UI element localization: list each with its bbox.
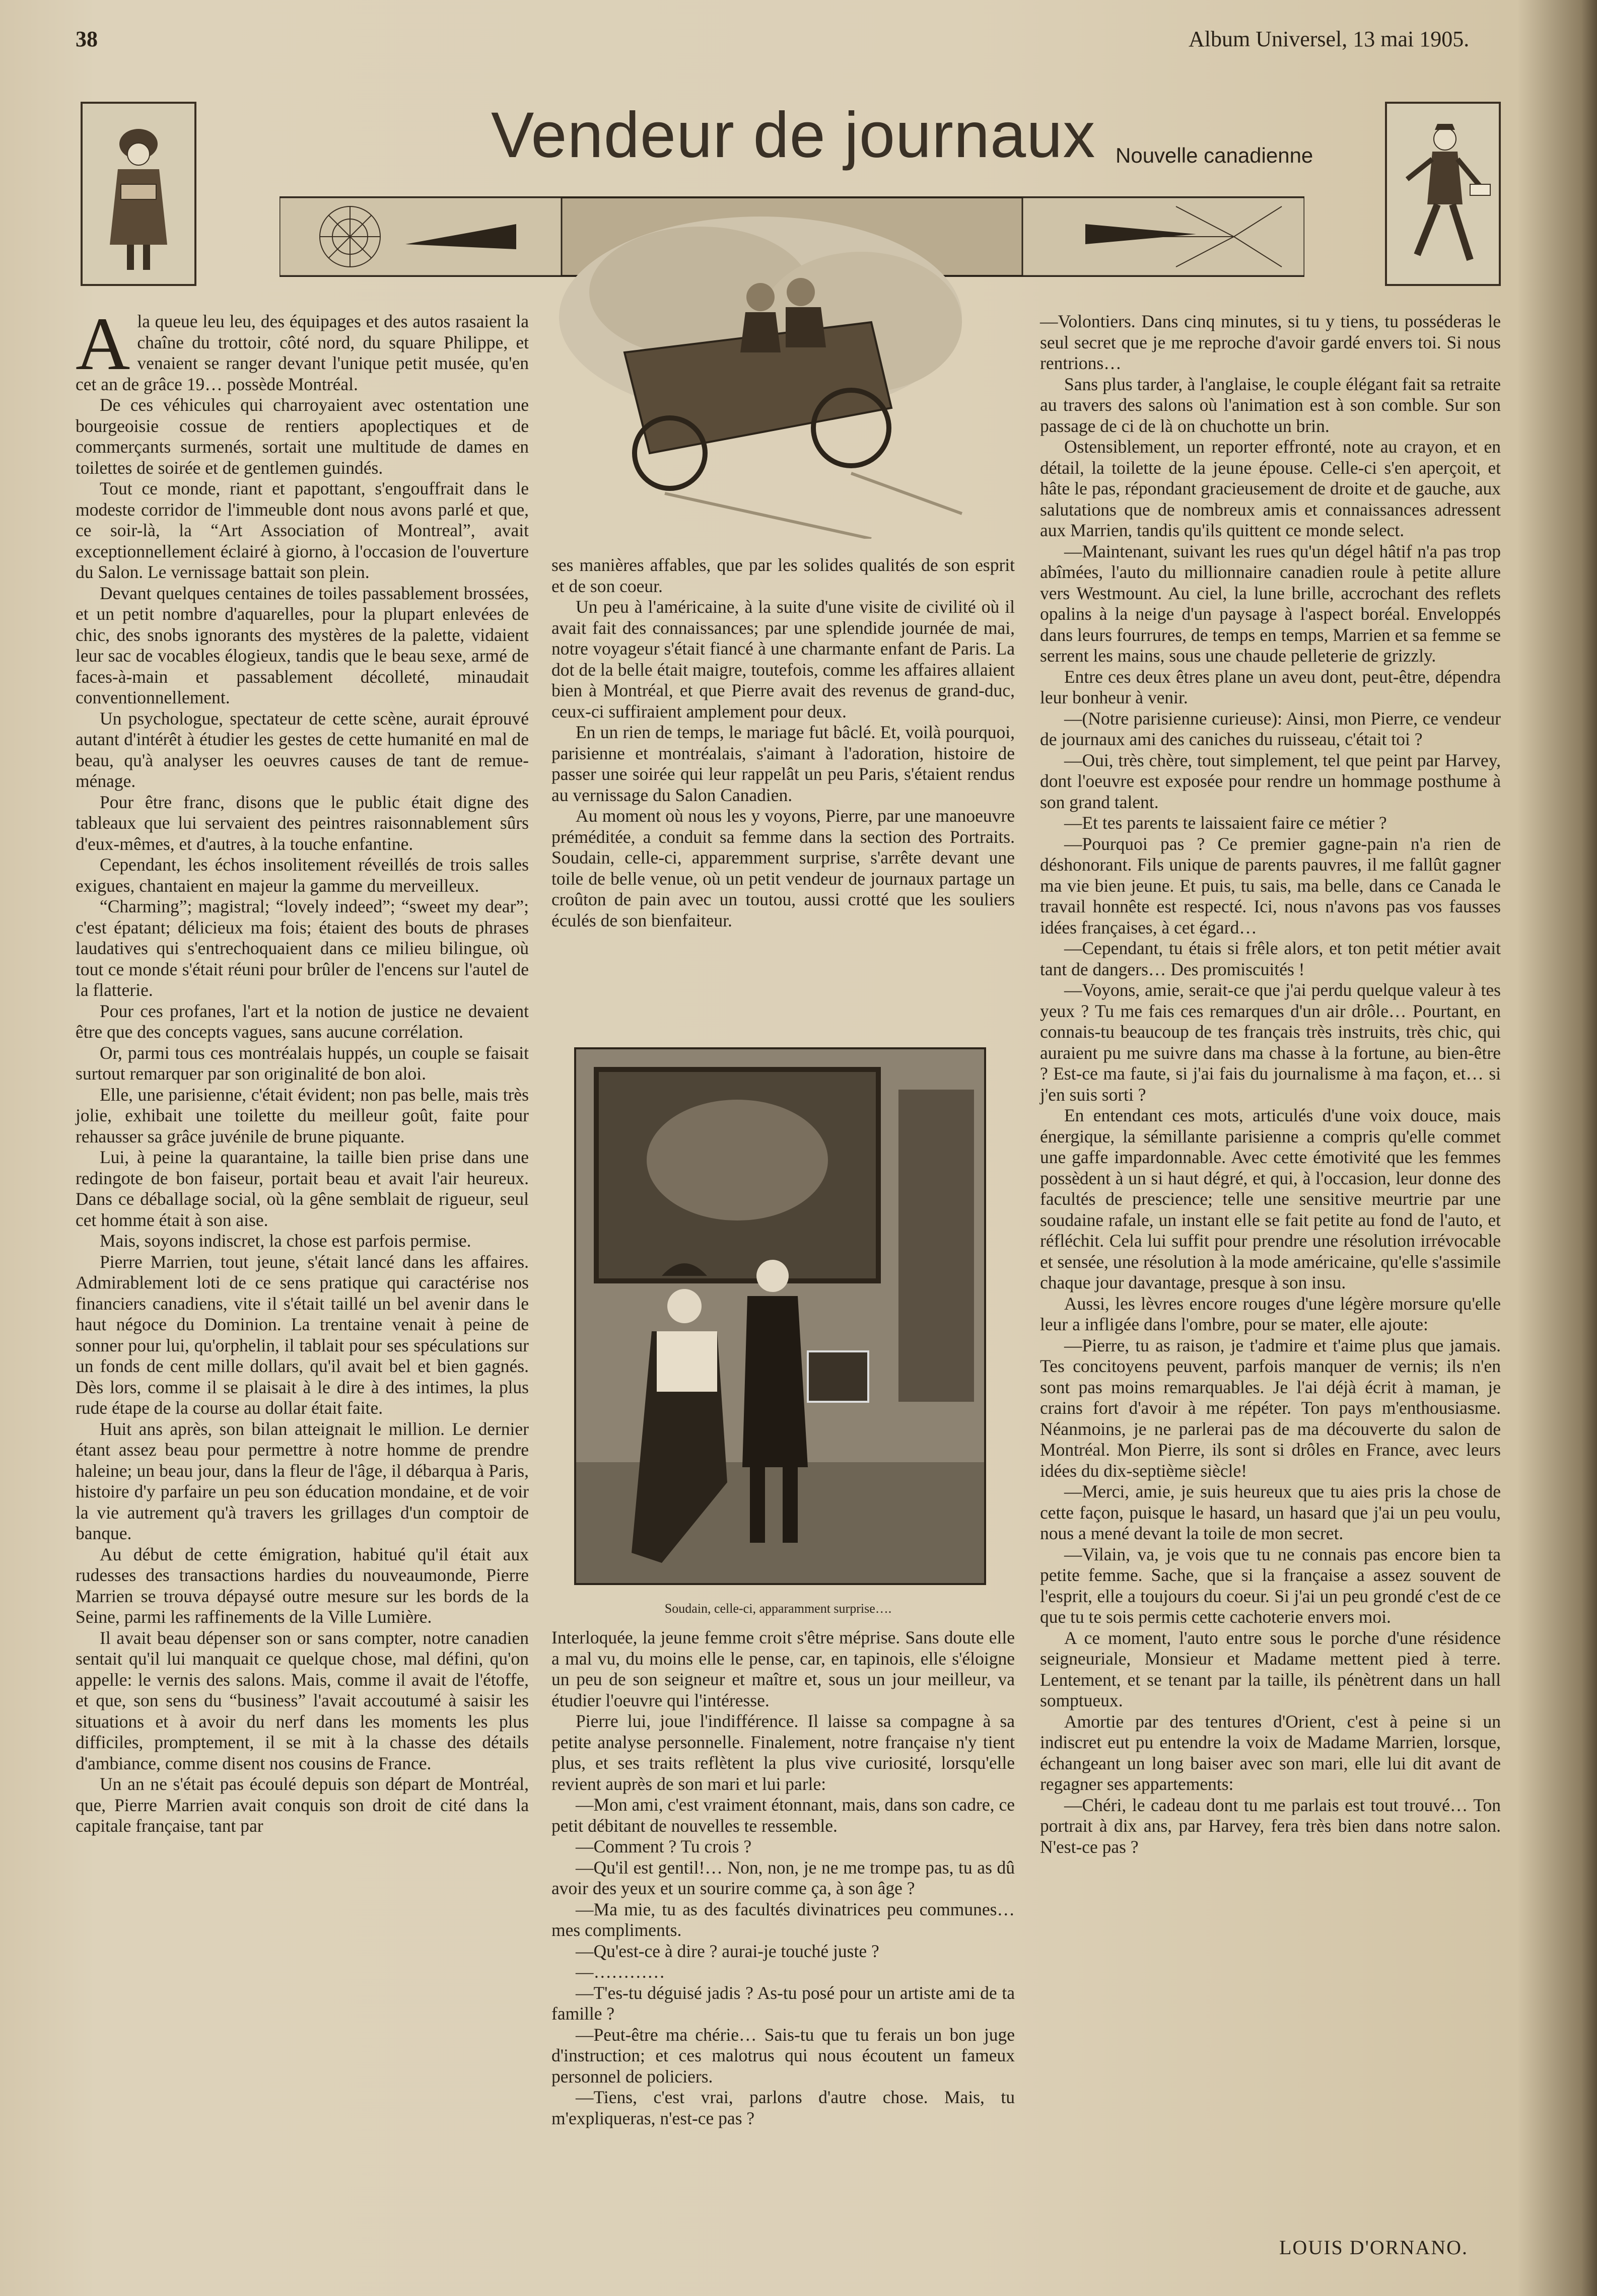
paragraph: —(Notre parisienne curieuse): Ainsi, mon Pierre, ce vendeur de journaux ami des caniches du ruisseau, c'était toi ?	[1040, 708, 1501, 749]
paragraph: —Maintenant, suivant les rues qu'un dégel hâtif n'a pas trop abîmées, l'auto du millionnaire canadien roule à petite allure vers Westmount. Au ciel, la lune brille, accrochant des reflets opalins à la neige d'un paysage à l'aspect boréal. Enveloppés dans leurs fourrures, de temps en temps, Marrien et sa femme se serrent les mains, sous une chaude pelleterie de grizzly.	[1040, 541, 1501, 666]
page-number: 38	[76, 27, 98, 51]
paragraph: Tout ce monde, riant et papottant, s'engouffrait dans le modeste corridor de l'immeuble dont nous avons parlé et que, ce soir-là, la “Art Association of Montreal”, avait exceptionnellement éclairé à giorno, à l'occasion de l'ouverture du Salon. Le vernissage battait son plein.	[76, 478, 529, 582]
paragraph: Devant quelques centaines de toiles passablement brossées, et un petit nombre d'aquarelles, pour la plupart enlevées de chic, des snobs ignorants des mystères de la palette, vidaient leur sac de vocables élogieux, tandis que le beau sexe, armé de faces-à-main et passablement décolleté, minaudait conventionnellement.	[76, 583, 529, 707]
paragraph: De ces véhicules qui charroyaient avec ostentation une bourgeoisie cossue de rentiers apoplectiques et de commerçants surmenés, sortait une multitude de dames en toilettes de soirée et de gentlemen guindés.	[76, 395, 529, 478]
text-column-1	[76, 302, 529, 1837]
paragraph: —Merci, amie, je suis heureux que tu aies pris la chose de cette façon, puisque le hasard, un hasard que j'ai un peu voulu, nous a mené devant la toile de mon secret.	[1040, 1481, 1501, 1543]
paragraph: Aussi, les lèvres encore rouges d'une légère morsure qu'elle leur a infligée dans l'ombre, pour se mater, elle ajoute:	[1040, 1293, 1501, 1334]
paragraph: Un psychologue, spectateur de cette scène, aurait éprouvé autant d'intérêt à étudier les gestes de cette humanité en mal de beau, qu'à analyser les oeuvres causes de tant de remue-ménage.	[76, 708, 529, 791]
author-signature: LOUIS D'ORNANO.	[1279, 2236, 1468, 2259]
paragraph: “Charming”; magistral; “lovely indeed”; “sweet my dear”; c'est épatant; délicieux ma fois; étaient des bouts de phrases laudatives qui s'entrechoquaient dans ce milieu bilingue, où tout ce monde s'était réuni pour brûler de l'encens sur l'autel de la flatterie.	[76, 896, 529, 1000]
paragraph: —Tiens, c'est vrai, parlons d'autre chose. Mais, tu m'expliqueras, n'est-ce pas ?	[551, 2087, 1015, 2128]
paragraph: A ce moment, l'auto entre sous le porche d'une résidence seigneuriale, Monsieur et Madame mettent pied à terre. Lentement, et se tenant par la taille, ils pénètrent dans un hall somptueux.	[1040, 1627, 1501, 1710]
paragraph: —Et tes parents te laissaient faire ce métier ?	[1064, 813, 1387, 833]
paragraph: Un an ne s'était pas écoulé depuis son départ de Montréal, que, Pierre Marrien avait conquis son droit de cité dans la capitale française, tant par	[76, 1774, 529, 1836]
paragraph: Elle, une parisienne, c'était évident; non pas belle, mais très jolie, exhibait une toilette du meilleur goût, faite pour rehausser sa grâce juvénile de brune piquante.	[76, 1084, 529, 1146]
paragraph: Pour ces profanes, l'art et la notion de justice ne devaient être que des concepts vagues, sans aucune corrélation.	[76, 1000, 529, 1042]
motorcar-illustration	[549, 191, 967, 539]
paragraph: Entre ces deux êtres plane un aveu dont, peut-être, dépendra leur bonheur à venir.	[1040, 666, 1501, 707]
paragraph: —Pourquoi pas ? Ce premier gagne-pain n'a rien de déshonorant. Fils unique de parents pauvres, il me fallût gagner ma vie bien jeune. Et puis, tu sais, ma belle, dans ce Canada le travail honnête est respecté. Ici, nous n'avons pas vos fausses idées françaises, à cet égard…	[1040, 833, 1501, 938]
paragraph: Il avait beau dépenser son or sans compter, notre canadien sentait qu'il lui manquait ce quelque chose, mal défini, qu'on appelle: le vernis des salons. Mais, comme il avait de l'étoffe, et que, son sens du “business” l'avait accoutumé à saisir les situations et à avoir du nerf dans les moments les plus difficiles, promptement, il se mit à la chasse des détails d'ambiance, comme disent nos cousins de France.	[76, 1627, 529, 1773]
paragraph: —…………	[576, 1962, 665, 1982]
text-column-2-bottom	[551, 1627, 1015, 2129]
girl-with-papers-vignette	[81, 102, 196, 286]
paragraph: Huit ans après, son bilan atteignait le million. Le dernier étant assez beau pour permettre à notre homme de prendre haleine; un beau jour, dans la fleur de l'âge, il débarqua à Paris, histoire d'y parfaire un peu son éducation mondaine, et de voir la vie autrement qu'à travers les grillages d'un comptoir de banque.	[76, 1418, 529, 1543]
paragraph: la queue leu leu, des équipages et des autos rasaient la chaîne du trottoir, côté nord, du square Philippe, et venaient se ranger devant l'unique petit musée, qu'en cet an de grâce 19… possède Montréal.	[76, 311, 529, 394]
paragraph: —Pierre, tu as raison, je t'admire et t'aime plus que jamais. Tes concitoyens peuvent, parfois manquer de vernis; ils n'en sont pas moins remarquables. Je l'ai déjà écrit à maman, je crains fort d'avoir à me répéter. Ton pays m'enthousiasme. Néanmoins, je ne parlerai pas de ma découverte du salon de Montréal. Mon Pierre, ils sont si drôles en France, avec leurs idées du dix-septième siècle!	[1040, 1335, 1501, 1481]
paragraph: —Voyons, amie, serait-ce que j'ai perdu quelque valeur à tes yeux ? Tu me fais ces remarques d'un air drôle… Pourtant, en connais-tu beaucoup de tes français très instruits, très chic, qui auraient pu me suivre dans ma chasse à la fortune, au bien-être ? Est-ce ma faute, si j'ai fais du journalisme à ma façon, et… si j'en suis sorti ?	[1040, 980, 1501, 1105]
running-head: Album Universel, 13 mai 1905.	[1189, 27, 1470, 51]
salon-couple-illustration	[574, 1047, 986, 1585]
column-3-paragraphs	[1040, 311, 1501, 1857]
column-2-top-paragraphs	[551, 555, 1015, 931]
paragraph: Amortie par des tentures d'Orient, c'est à peine si un indiscret eut pu entendre la voix de Madame Marrien, lorsque, échangeant un long baiser avec son mari, elle lui dit avant de regagner ses appartements:	[1040, 1711, 1501, 1794]
paragraph: —Mon ami, c'est vraiment étonnant, mais, dans son cadre, ce petit débitant de nouvelles te ressemble.	[551, 1795, 1015, 1836]
paragraph: Or, parmi tous ces montréalais huppés, un couple se faisait surtout remarquer par son originalité de bon aloi.	[76, 1042, 529, 1084]
paragraph: Interloquée, la jeune femme croit s'être méprise. Sans doute elle a mal vu, du moins elle le pense, car, en tapinois, elle s'éloigne un peu de son seigneur et maître et, sous un jour meilleur, va étudier l'oeuvre qui l'intéresse.	[551, 1627, 1015, 1710]
paragraph: —T'es-tu déguisé jadis ? As-tu posé pour un artiste ami de ta famille ?	[551, 1982, 1015, 2024]
paragraph: Au moment où nous les y voyons, Pierre, par une manoeuvre préméditée, a conduit sa femme dans la section des Portraits. Soudain, celle-ci, apparemment surprise, s'arrête devant une toile de belle venue, où un petit vendeur de journaux partage un croûton de pain avec un toutou, aussi crotté que les souliers éculés de son bienfaiteur.	[551, 806, 1015, 930]
paragraph: Mais, soyons indiscret, la chose est parfois permise.	[100, 1231, 471, 1251]
illustration-caption: Soudain, celle-ci, apparamment surprise….	[664, 1601, 892, 1616]
paragraph: —Qu'est-ce à dire ? aurai-je touché juste ?	[576, 1941, 879, 1961]
paragraph: Ostensiblement, un reporter effronté, note au crayon, et en détail, la toilette de la jeune épouse. Celle-ci s'en aperçoit, et hâte le pas, répondant gracieusement de droite et de gauche, aux salutations que de nombreux amis et connaissances adressent aux Marrien, tandis qu'ils quittent ce monde select.	[1040, 437, 1501, 540]
paragraph: En un rien de temps, le mariage fut bâclé. Et, voilà pourquoi, parisienne et montréalais, s'aimant à l'adoration, histoire de passer une soirée qui leur rappelât un peu Paris, s'étaient rendus au vernissage du Salon Canadien.	[551, 722, 1015, 805]
paragraph: Pierre lui, joue l'indifférence. Il laisse sa compagne à sa petite analyse personnelle. Finalement, notre française n'y tient plus, et ses traits reflètent la plus vive curiosité, lorsqu'elle revient auprès de son mari et lui parle:	[551, 1711, 1015, 1794]
paragraph: —Volontiers. Dans cinq minutes, si tu y tiens, tu posséderas le seul secret que je me reproche d'avoir gardé envers toi. Si nous rentrions…	[1040, 311, 1501, 373]
paragraph: —Chéri, le cadeau dont tu me parlais est tout trouvé… Ton portrait à dix ans, par Harvey, fera très bien dans notre salon. N'est-ce pas ?	[1040, 1795, 1501, 1857]
paragraph: Sans plus tarder, à l'anglaise, le couple élégant fait sa retraite au travers des salons où l'animation est à son comble. Sur son passage de ci de là on chuchotte un brin.	[1040, 374, 1501, 436]
paragraph: —Peut-être ma chérie… Sais-tu que tu ferais un bon juge d'instruction; et ces malotrus qui nous écoutent un fameux personnel de policiers.	[551, 2024, 1015, 2087]
paragraph: —Ma mie, tu as des facultés divinatrices peu communes… mes compliments.	[551, 1899, 1015, 1940]
gallery-scene-icon	[576, 1049, 984, 1583]
paragraph: —Oui, très chère, tout simplement, tel que peint par Harvey, dont l'oeuvre est exposée pour rendre un hommage posthume à son grand talent.	[1040, 750, 1501, 812]
paragraph: Pour être franc, disons que le public était digne des tableaux que lui servaient des peintres raisonnablement sûrs d'eux-mêmes, et d'autres, à la touche enfantine.	[76, 792, 529, 854]
running-boy-icon	[1387, 104, 1499, 284]
paragraph: —Qu'il est gentil!… Non, non, je ne me trompe pas, tu as dû avoir des yeux et un sourire comme ça, à son âge ?	[551, 1857, 1015, 1898]
text-column-2-top	[551, 555, 1015, 931]
paragraph: Cependant, les échos insolitement réveillés de trois salles exigues, chantaient en majeur la gamme du merveilleux.	[76, 854, 529, 896]
running-boy-vignette	[1385, 102, 1501, 286]
paragraph: En entendant ces mots, articulés d'une voix douce, mais énergique, la sémillante parisienne a compris qu'elle commet une gaffe impardonnable. Avec cette émotivité que les femmes possèdent à un si haut dégré, et qui, à l'occasion, leur donne des facultés de prescience; telle une sensitive meurtrie par une soudaine rafale, un instant elle se fait petite au fond de l'auto, et réfléchit. Cela lui suffit pour prendre une résolution irrévocable et sensée, une résolution à la mode américaine, qu'elle s'assimile chaque jour davantage, presque à son insu.	[1040, 1105, 1501, 1293]
girl-icon	[83, 104, 194, 284]
paragraph: Un peu à l'américaine, à la suite d'une visite de civilité où il avait fait des connaissances; par une splendide journée de mai, notre voyageur s'était fiancé à une charmante enfant de Paris. La dot de la belle était maigre, toutefois, comme les affaires allaient bien à Montréal, et que Pierre avait des revenus de grand-duc, ceux-ci suffiraient amplement pour deux.	[551, 597, 1015, 722]
paragraph: ses manières affables, que par les solides qualités de son esprit et de son coeur.	[551, 555, 1015, 596]
paragraph: Pierre Marrien, tout jeune, s'était lancé dans les affaires. Admirablement loti de ce sens pratique qui caractérise nos financiers canadiens, vite il s'était taillé un bel avenir dans le haut négoce du Dominion. La trentaine venait à peine de sonner pour lui, qu'orphelin, il tablait pour ses spéculations sur un fonds de cent mille dollars, qu'il avait bel et bien gagnés. Dès lors, comme il se plaisait à le dire à des intimes, la plus rude étape de la course au dollar était faite.	[76, 1251, 529, 1418]
article-subtitle: Nouvelle canadienne	[1116, 144, 1313, 167]
drop-cap: A	[76, 302, 130, 386]
paragraph: —Cependant, tu étais si frêle alors, et ton petit métier avait tant de dangers… Des promiscuités !	[1040, 938, 1501, 979]
paragraph: —Vilain, va, je vois que tu ne connais pas encore bien ta petite femme. Sache, que si la française a assez souvent de l'esprit, elle a toujours du coeur. Si j'ai un peu grondé c'est de ce que tu te sois permis cette cachoterie envers moi.	[1040, 1544, 1501, 1627]
paragraph: Lui, à peine la quarantaine, la taille bien prise dans une redingote de bon faiseur, portait beau et avait l'air heureux. Dans ce déballage social, où la gêne semblait de rigueur, seul cet homme était à son aise.	[76, 1147, 529, 1230]
column-2-bottom-paragraphs	[551, 1627, 1015, 2129]
column-1-paragraphs	[76, 302, 529, 1837]
paragraph: —Comment ? Tu crois ?	[576, 1836, 752, 1856]
article-title: Vendeur de journaux	[491, 99, 1096, 171]
paragraph: Au début de cette émigration, habitué qu'il était aux rudesses des transactions hardies du nouveaumonde, Pierre Marrien se trouva dépaysé outre mesure sur les bords de la Seine, parmi les raffinements de la Ville Lumière.	[76, 1544, 529, 1627]
text-column-3	[1040, 311, 1501, 1857]
